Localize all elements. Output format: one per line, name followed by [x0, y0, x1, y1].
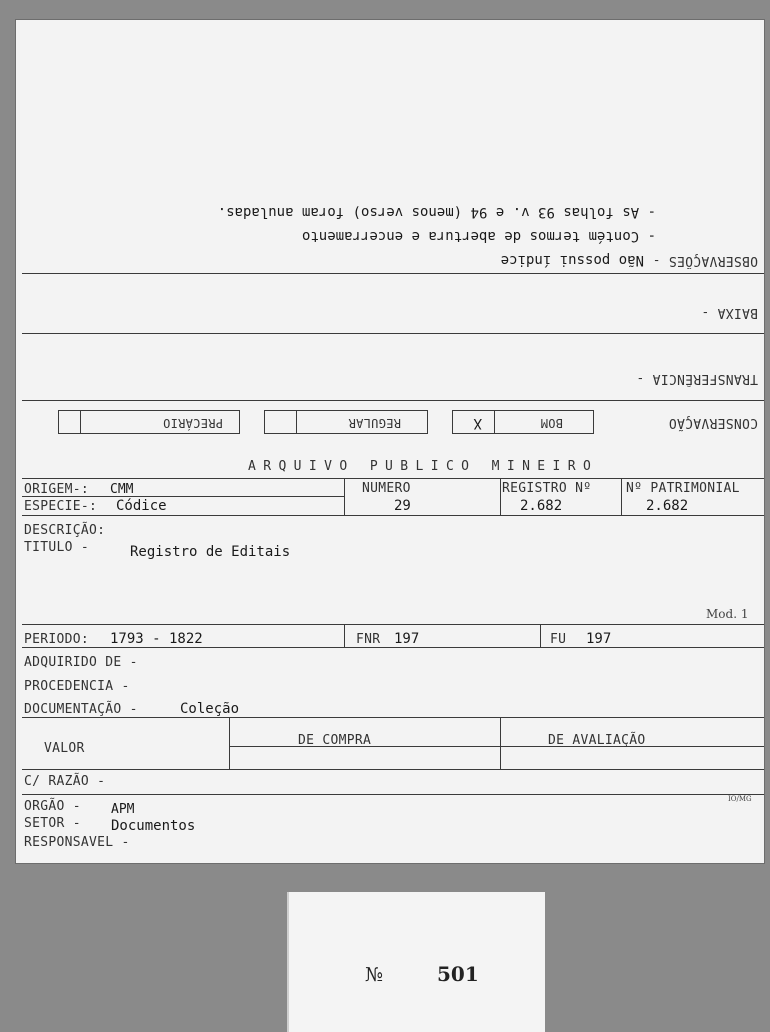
- rule-documentacao: [22, 717, 764, 718]
- transferencia-label: TRANSFERÊNCIA -: [636, 371, 758, 386]
- conservacao-block: [16, 406, 764, 438]
- periodo-label: PERIODO:: [24, 632, 90, 647]
- origem-value: CMM: [110, 482, 134, 497]
- divider-baixa: [22, 333, 764, 334]
- documentacao-label: DOCUMENTAÇÃO -: [24, 702, 138, 717]
- col-valor: [229, 717, 230, 769]
- col-patrimonial: [621, 478, 622, 515]
- observacoes-line-1: Não possui índice: [500, 252, 644, 268]
- registro-label: REGISTRO Nº: [502, 481, 592, 496]
- setor-value: Documentos: [111, 818, 196, 834]
- divider-observacoes: [22, 273, 764, 274]
- responsavel-label: RESPONSAVEL -: [24, 835, 130, 850]
- divider-transferencia: [22, 400, 764, 401]
- col-fnr: [344, 624, 345, 647]
- mod-label: Mod. 1: [706, 607, 749, 621]
- number-prefix: №: [365, 964, 383, 986]
- de-avaliacao-label: DE AVALIAÇÃO: [548, 733, 646, 748]
- conservacao-precario-label: PRECÁRIO: [162, 416, 223, 430]
- valor-label: VALOR: [44, 741, 85, 756]
- conservacao-regular-divider: [296, 411, 297, 433]
- especie-label: ESPECIE-:: [24, 499, 98, 514]
- number-value: 501: [437, 962, 479, 986]
- patrimonial-value: 2.682: [646, 498, 689, 514]
- conservacao-regular-label: REGULAR: [348, 416, 401, 430]
- rule-razao: [22, 794, 764, 795]
- rule-especie: [22, 515, 764, 516]
- observacoes-line-2: - Contém termos de abertura e encerramento: [301, 228, 656, 244]
- titulo-label: TITULO -: [24, 540, 90, 555]
- procedencia-label: PROCEDENCIA -: [24, 679, 130, 694]
- periodo-value: 1793 - 1822: [110, 631, 203, 647]
- baixa-block: [16, 296, 764, 326]
- observacoes-label: OBSERVAÇÕES -: [652, 253, 758, 268]
- rule-mod: [22, 624, 764, 625]
- conservacao-precario-box[interactable]: [58, 410, 240, 434]
- transferencia-block: [16, 362, 764, 392]
- fu-label: FU: [550, 632, 567, 647]
- especie-value: Códice: [116, 498, 167, 514]
- conservacao-precario-divider: [80, 411, 81, 433]
- numero-value: 29: [394, 498, 411, 514]
- fnr-value: 197: [394, 631, 420, 647]
- observacoes-block: [16, 180, 764, 280]
- adquirido-label: ADQUIRIDO DE -: [24, 655, 138, 670]
- rule-periodo: [22, 647, 764, 648]
- conservacao-bom-divider: [494, 411, 495, 433]
- col-fu: [540, 624, 541, 647]
- documentacao-value: Coleção: [180, 701, 240, 717]
- col-avaliacao: [500, 717, 501, 769]
- orgao-label: ORGÃO -: [24, 799, 81, 814]
- conservacao-bom-box[interactable]: [452, 410, 594, 434]
- catalog-card: [16, 20, 764, 863]
- conservacao-bom-label: BOM: [540, 416, 563, 430]
- conservacao-regular-box[interactable]: [264, 410, 428, 434]
- conservacao-label: CONSERVAÇÃO: [668, 415, 758, 430]
- de-compra-label: DE COMPRA: [298, 733, 372, 748]
- fu-value: 197: [586, 631, 612, 647]
- corner-tag: IO/MG: [728, 795, 752, 803]
- fnr-label: FNR: [356, 632, 381, 647]
- rule-valor: [22, 769, 764, 770]
- rule-header: [22, 478, 764, 479]
- observacoes-line-3: - As folhas 93 v. e 94 (menos verso) foram anuladas.: [217, 204, 656, 220]
- baixa-label: BAIXA -: [701, 305, 758, 320]
- conservacao-bom-mark: X: [473, 415, 482, 431]
- registro-value: 2.682: [520, 498, 563, 514]
- orgao-value: APM: [111, 802, 135, 817]
- institution-header: ARQUIVO PUBLICO MINEIRO: [248, 459, 599, 474]
- razao-label: C/ RAZÃO -: [24, 774, 106, 789]
- descricao-label: DESCRIÇÃO:: [24, 523, 106, 538]
- numero-label: NUMERO: [362, 481, 411, 496]
- col-numero: [344, 478, 345, 515]
- setor-label: SETOR -: [24, 816, 81, 831]
- col-registro: [500, 478, 501, 515]
- patrimonial-label: Nº PATRIMONIAL: [626, 481, 740, 496]
- titulo-value: Registro de Editais: [130, 544, 291, 560]
- number-slip: [289, 892, 545, 1032]
- origem-label: ORIGEM-:: [24, 482, 90, 497]
